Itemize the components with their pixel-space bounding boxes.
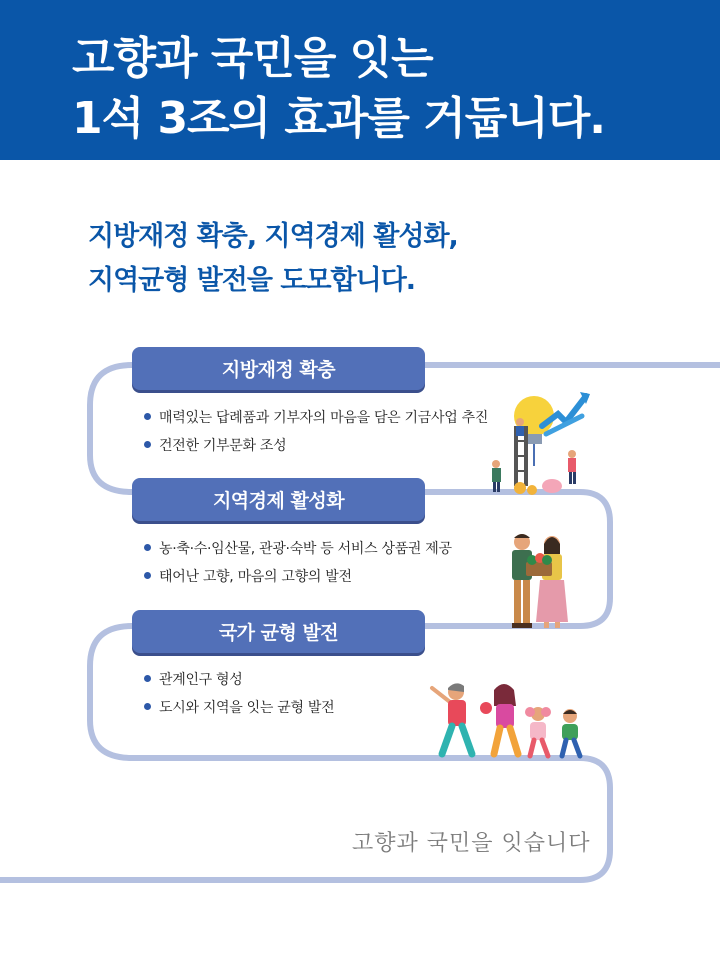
bullet-dot bbox=[144, 413, 151, 420]
subheadline-line2: 지역균형 발전을 도모합니다. bbox=[88, 265, 416, 296]
list-item: 도시와 지역을 잇는 균형 발전 bbox=[144, 694, 334, 722]
lightbulb-growth-icon bbox=[486, 386, 592, 498]
section-title-economy: 지역경제 활성화 bbox=[132, 478, 425, 521]
bullet-dot bbox=[144, 703, 151, 710]
subheadline-line1: 지방재정 확충, 지역경제 활성화, bbox=[88, 221, 458, 252]
section-title-balance: 국가 균형 발전 bbox=[132, 610, 425, 653]
bullet-dot bbox=[144, 675, 151, 682]
list-item: 건전한 기부문화 조성 bbox=[144, 432, 488, 460]
page-title-line1: 고향과 국민을 잇는 bbox=[72, 33, 433, 84]
page-title-line2: 1석 3조의 효과를 거둡니다. bbox=[72, 93, 605, 144]
slogan-text: 고향과 국민을 잇습니다 bbox=[352, 831, 591, 856]
list-item: 태어난 고향, 마음의 고향의 발전 bbox=[144, 563, 452, 591]
section-title-fiscal: 지방재정 확충 bbox=[132, 347, 425, 390]
bullet-dot bbox=[144, 441, 151, 448]
family-walking-icon bbox=[424, 680, 594, 760]
bullet-dot bbox=[144, 572, 151, 579]
section-bullets-fiscal bbox=[144, 404, 488, 460]
bullet-dot bbox=[144, 544, 151, 551]
list-item: 관계인구 형성 bbox=[144, 666, 334, 694]
list-item: 농·축·수·임산물, 관광·숙박 등 서비스 상품권 제공 bbox=[144, 535, 452, 563]
section-bullets-economy bbox=[144, 535, 452, 591]
farmer-couple-icon bbox=[502, 530, 576, 630]
section-bullets-balance bbox=[144, 666, 334, 722]
list-item: 매력있는 답례품과 기부자의 마음을 담은 기금사업 추진 bbox=[144, 404, 488, 432]
